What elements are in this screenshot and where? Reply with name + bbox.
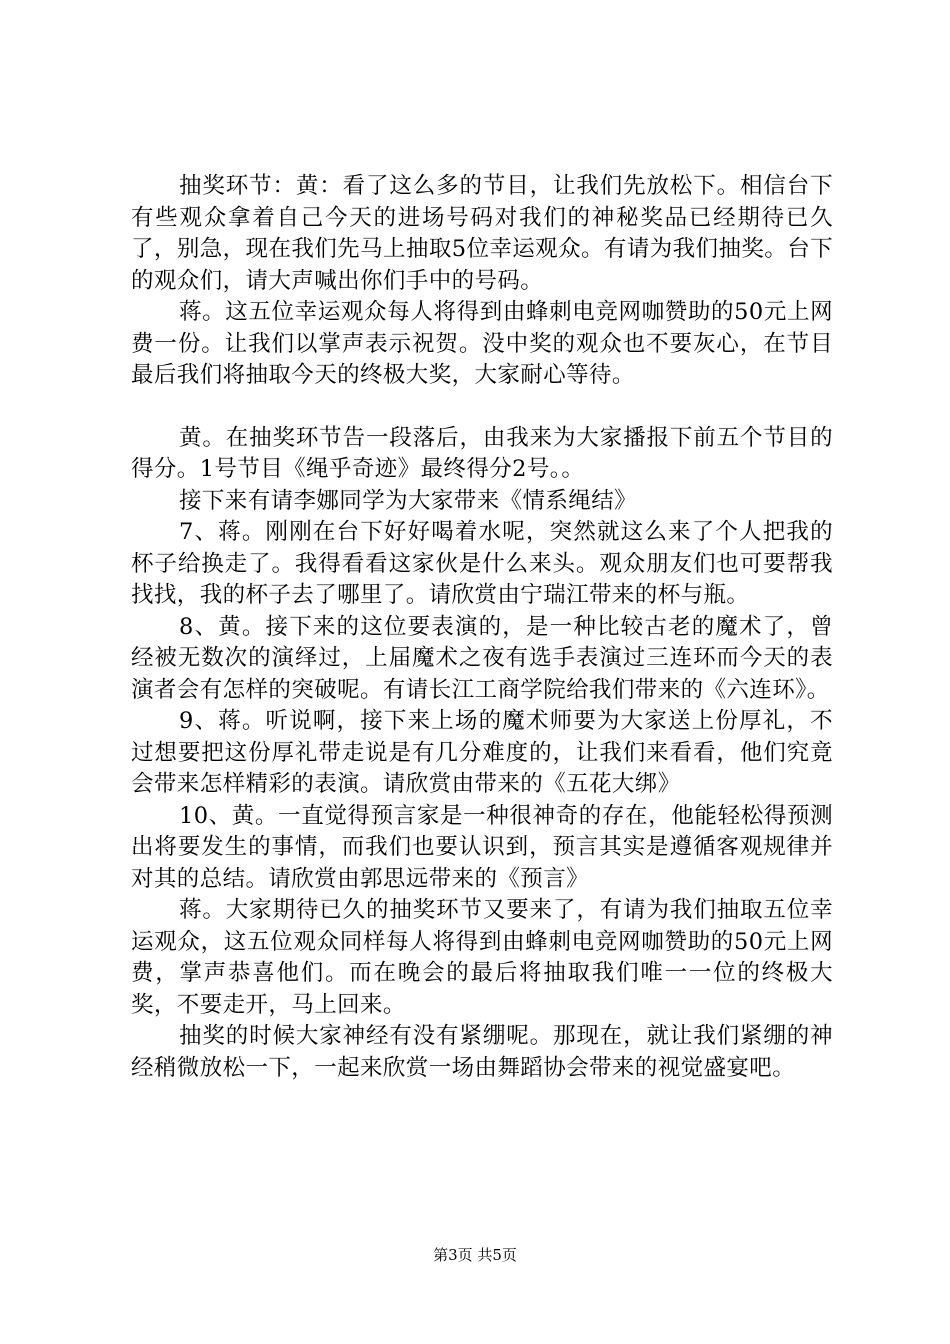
document-body — [131, 171, 833, 1084]
paragraph-prize-announcement: 蒋。这五位幸运观众每人将得到由蜂刺电竞网咖赞助的50元上网费一份。让我们以掌声表示祝贺。没中奖的观众也不要灰心，在节目最后我们将抽取今天的终极大奖，大家耐心等待。 — [131, 299, 833, 388]
paragraph-dance-intro: 抽奖的时候大家神经有没有紧绷呢。那现在，就让我们紧绷的神经稍微放松一下，一起来欣赏一场由舞蹈协会带来的视觉盛宴吧。 — [131, 1023, 833, 1081]
paragraph-act-10: 10、黄。一直觉得预言家是一种很神奇的存在，他能轻松得预测出将要发生的事情，而我们也要认识到，预言其实是遵循客观规律并对其的总结。请欣赏由郭思远带来的《预言》 — [131, 802, 833, 892]
paragraph-act-9: 9、蒋。听说啊，接下来上场的魔术师要为大家送上份厚礼，不过想要把这份厚礼带走说是有几分难度的，让我们来看看，他们究竟会带来怎样精彩的表演。请欣赏由带来的《五花大绑》 — [131, 708, 833, 797]
paragraph-act-7: 7、蒋。刚刚在台下好好喝着水呢，突然就这么来了个人把我的杯子给换走了。我得看看这家伙是什么来头。观众朋友们也可要帮我找找，我的杯子去了哪里了。请欣赏由宁瑞江带来的杯与瓶。 — [131, 519, 833, 608]
paragraph-lottery-intro: 抽奖环节：黄：看了这么多的节目，让我们先放松下。相信台下有些观众拿着自己今天的进场号码对我们的神秘奖品已经期待已久了，别急，现在我们先马上抽取5位幸运观众。有请为我们抽奖。台下的观众们，请大声喊出你们手中的号码。 — [131, 173, 833, 294]
paragraph-next-act: 接下来有请李娜同学为大家带来《情系绳结》 — [179, 487, 638, 514]
paragraph-score-report: 黄。在抽奖环节告一段落后，由我来为大家播报下前五个节目的得分。1号节目《绳乎奇迹》最终得分2号。。 — [131, 424, 833, 482]
paragraph-spacer — [131, 392, 833, 423]
paragraph-act-8: 8、黄。接下来的这位要表演的，是一种比较古老的魔术了，曾经被无数次的演绎过，上届魔术之夜有选手表演过三连环而今天的表演者会有怎样的突破呢。有请长江工商学院给我们带来的《六连环》。 — [131, 613, 833, 703]
page-footer: 第3页 共5页 — [433, 1246, 517, 1264]
paragraph-second-lottery: 蒋。大家期待已久的抽奖环节又要来了，有请为我们抽取五位幸运观众，这五位观众同样每人将得到由蜂刺电竞网咖赞助的50元上网费，掌声恭喜他们。而在晚会的最后将抽取我们唯一一位的终极大奖，不要走开，马上回来。 — [131, 897, 833, 1018]
